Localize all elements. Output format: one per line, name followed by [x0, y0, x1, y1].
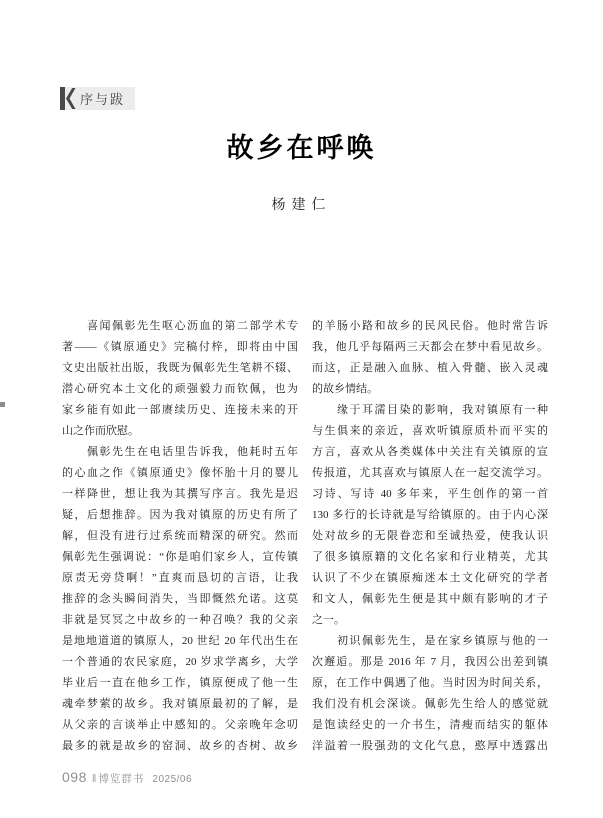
text-line: 一个普通的农民家庭，20 岁求学离乡，大学 [62, 656, 298, 668]
text-line: 而这，正是融入血脉、植入骨髓、嵌入灵魂 [312, 362, 548, 374]
magazine-name: 博览群书 [98, 773, 145, 785]
text-line: 喜闻佩彰先生呕心沥血的第二部学术专 [62, 320, 298, 332]
text-line: 方言，喜欢从各类媒体中关注有关镇原的宣 [312, 446, 548, 458]
angle-bracket-icon [66, 88, 77, 109]
text-line: 次邂逅。那是 2016 年 7 月，我因公出差到镇 [312, 656, 548, 668]
text-column-right [312, 316, 548, 757]
text-line: 潜心研究本土文化的顽强毅力而钦佩，也为 [62, 383, 298, 395]
text-line: 了很多镇原籍的文化名家和行业精英，尤其 [312, 551, 548, 563]
text-column-left [62, 316, 298, 757]
text-line: 佩彰先生强调说：“你是咱们家乡人，宣传镇 [62, 551, 298, 563]
text-line: 认识了不少在镇原痴迷本土文化研究的学者 [312, 572, 548, 584]
text-line: 的心血之作《镇原通史》像怀胎十月的婴儿 [62, 467, 298, 479]
text-line: 文史出版社出版，我既为佩彰先生笔耕不辍、 [62, 362, 298, 374]
tag-bar-icon [60, 87, 65, 110]
text-line: 毕业后一直在他乡工作，镇原便成了他一生 [62, 677, 298, 689]
text-line: 著——《镇原通史》完稿付梓，即将由中国 [62, 341, 298, 353]
text-line: 家乡能有如此一部赓续历史、连接未来的开 [62, 404, 298, 416]
article-author: 杨建仁 [271, 198, 332, 213]
issue-date: 2025/06 [152, 774, 193, 785]
text-line: 魂牵梦萦的故乡。我对镇原最初的了解，是 [62, 698, 298, 710]
page-edge-mark [0, 402, 5, 407]
text-line: 的羊肠小路和故乡的民风民俗。他时常告诉 [312, 320, 548, 332]
text-line: 之一。 [312, 614, 345, 626]
article-title: 故乡在呼唤 [226, 133, 377, 163]
text-line: 我，他几乎每隔两三天都会在梦中看见故乡。 [312, 341, 548, 353]
text-line: 130 多行的长诗就是写给镇原的。由于内心深 [312, 509, 548, 521]
text-line: 与生俱来的亲近，喜欢听镇原质朴而平实的 [312, 425, 548, 437]
text-line: 缘于耳濡目染的影响，我对镇原有一种 [312, 404, 548, 416]
text-line: 是饱读经史的一介书生，清瘦而结实的躯体 [312, 719, 548, 731]
text-line: 非就是冥冥之中故乡的一种召唤？我的父亲 [62, 614, 298, 626]
text-line: 是地地道道的镇原人，20 世纪 20 年代出生在 [62, 635, 298, 647]
page-footer [62, 769, 192, 786]
text-line: 传报道，尤其喜欢与镇原人在一起交流学习。 [312, 467, 548, 479]
section-tag [60, 87, 135, 110]
text-line: 洋溢着一股强劲的文化气息，憨厚中透露出 [312, 740, 548, 752]
text-line: 佩彰先生在电话里告诉我，他耗时五年 [62, 446, 298, 458]
text-line: 推辞的念头瞬间消失，当即慨然允诺。这莫 [62, 593, 298, 605]
text-line: 处对故乡的无限眷恋和至诚热爱，使我认识 [312, 530, 548, 542]
text-line: 的故乡情结。 [312, 383, 378, 395]
text-line: 习诗、写诗 40 多年来，平生创作的第一首 [312, 488, 548, 500]
text-line: 解，但没有进行过系统而精深的研究。然而 [62, 530, 298, 542]
article-body [62, 316, 548, 757]
section-tag-label: 序与跋 [80, 92, 126, 107]
text-line: 原责无旁贷啊！”直爽而恳切的言语，让我 [62, 572, 298, 584]
text-line: 山之作而欣慰。 [62, 425, 139, 437]
text-line: 原，在工作中偶遇了他。当时因为时间关系， [312, 677, 548, 689]
text-line: 从父亲的言谈举止中感知的。父亲晚年念叨 [62, 719, 298, 731]
text-line: 初识佩彰先生，是在家乡镇原与他的一 [312, 635, 548, 647]
double-bar-icon: ‖ [91, 773, 97, 785]
page-number: 098 [62, 769, 87, 785]
text-line: 和文人，佩彰先生便是其中颇有影响的才子 [312, 593, 548, 605]
text-line: 最多的就是故乡的窑洞、故乡的杏树、故乡 [62, 740, 298, 752]
text-line: 一样降世，想让我为其撰写序言。我先是迟 [62, 488, 298, 500]
text-line: 疑，后想推辞。因为我对镇原的历史有所了 [62, 509, 298, 521]
text-line: 我们没有机会深谈。佩彰先生给人的感觉就 [312, 698, 548, 710]
